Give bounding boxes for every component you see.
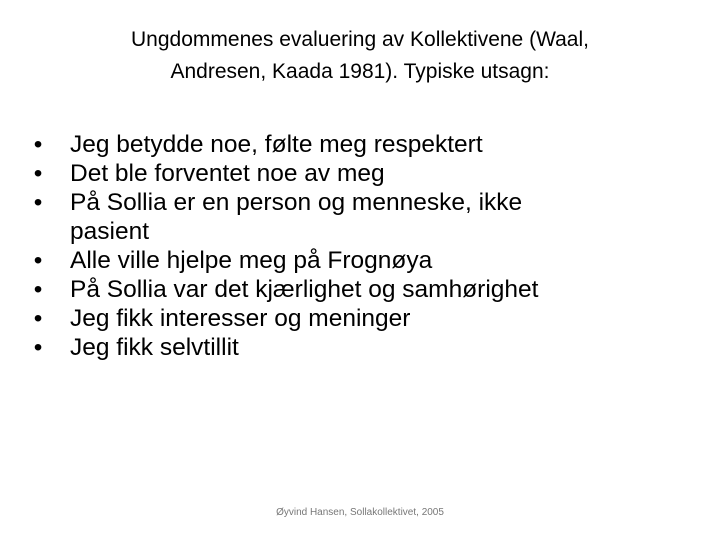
bullet-item-confidence [28,333,668,362]
bullet-item-expected [28,159,668,188]
bullet-icon: • [33,160,43,187]
bullet-icon: • [33,276,43,303]
bullet-text: Alle ville hjelpe meg på Frognøya [70,247,433,274]
bullet-text: Jeg fikk selvtillit [70,334,239,361]
bullet-icon: • [33,305,43,332]
bullet-text: Jeg fikk interesser og meninger [70,305,411,332]
bullet-item-person-not-patient [28,188,668,246]
slide-title-line-1: Ungdommenes evaluering av Kollektivene (Waal, [131,28,589,51]
bullet-icon: • [33,247,43,274]
bullet-icon: • [33,189,43,216]
bullet-text: På Sollia var det kjærlighet og samhørighet [70,276,539,303]
bullet-list [28,130,668,362]
bullet-item-frognoya [28,246,668,275]
slide-title-line-2: Andresen, Kaada 1981). Typiske utsagn: [170,60,550,83]
bullet-text-continuation: pasient [70,218,150,245]
bullet-icon: • [33,131,43,158]
bullet-text: Jeg betydde noe, følte meg respektert [70,131,483,158]
bullet-icon: • [33,334,43,361]
bullet-text: På Sollia er en person og menneske, ikke [70,189,523,216]
bullet-item-interests [28,304,668,333]
bullet-item-love [28,275,668,304]
footer-credit: Øyvind Hansen, Sollakollektivet, 2005 [276,507,444,518]
bullet-text: Det ble forventet noe av meg [70,160,385,187]
bullet-item-respected [28,130,668,159]
slide-title [60,24,660,88]
